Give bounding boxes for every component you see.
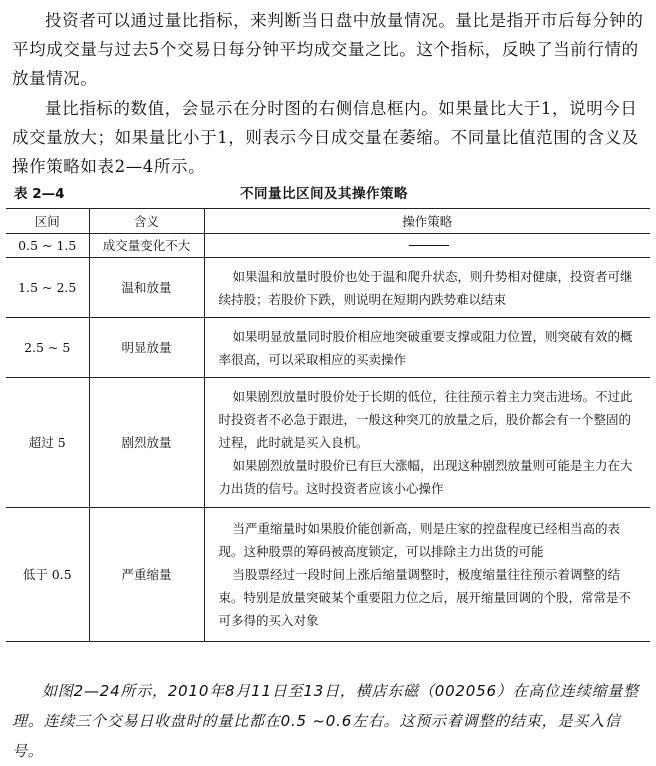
row-meaning: 严重缩量	[89, 508, 204, 642]
table-row	[6, 508, 650, 642]
row-meaning: 成交量变化不大	[89, 234, 204, 258]
table-row	[6, 234, 650, 258]
header-range: 区间	[6, 209, 89, 234]
row-meaning: 剧烈放量	[89, 378, 204, 508]
strategy-text: 如果剧烈放量时股价处于长期的低位，往往预示着主力突击进场。不过此时投资者不必急于跟进，一般这种突兀的放量之后，股价都会有一个整固的过程，此时就是买入良机。	[218, 389, 633, 450]
row-range: 2.5 ~ 5	[6, 318, 89, 378]
strategy-text: 当严重缩量时如果股价能创新高，则是庄家的控盘程度已经相当高的表现。这种股票的筹码被高度锁定，可以排除主力出货的可能	[218, 521, 621, 559]
row-meaning: 温和放量	[89, 258, 204, 318]
row-meaning: 明显放量	[89, 318, 204, 378]
row-strategy	[204, 378, 650, 508]
header-meaning: 含义	[89, 209, 204, 234]
row-strategy	[204, 258, 650, 318]
row-strategy	[204, 508, 650, 642]
row-range: 0.5 ~ 1.5	[6, 234, 89, 258]
intro-paragraph-1: 投资者可以通过量比指标，来判断当日盘中放量情况。量比是指开市后每分钟的平均成交量与过去5个交易日每分钟平均成交量之比。这个指标，反映了当前行情的放量情况。	[12, 11, 644, 88]
table-row	[6, 318, 650, 378]
table-row	[6, 378, 650, 508]
strategy-text: 如果剧烈放量时股价已有巨大涨幅，出现这种剧烈放量则可能是主力在大力出货的信号。这时投资者应该小心操作	[218, 458, 633, 496]
strategy-text: 如果明显放量同时股价相应地突破重要支撑或阻力位置，则突破有效的概率很高，可以采取相应的买卖操作	[218, 328, 633, 367]
table-header-row	[6, 209, 650, 234]
row-strategy	[204, 318, 650, 378]
strategy-text: 如果温和放量时股价也处于温和爬升状态，则升势相对健康，投资者可继续持股；若股价下跌，则说明在短期内跌势难以结束	[218, 268, 633, 307]
ratio-strategy-table	[6, 208, 650, 642]
table-label: 表 2—4	[14, 186, 65, 202]
table-row	[6, 258, 650, 318]
table-title: 不同量比区间及其操作策略	[240, 186, 408, 202]
intro-paragraph-2: 量比指标的数值，会显示在分时图的右侧信息框内。如果量比大于1，说明今日成交量放大；如果量比小于1，则表示今日成交量在萎缩。不同量比值范围的含义及操作策略如表2—4所示。	[12, 99, 639, 176]
header-strategy: 操作策略	[204, 209, 650, 234]
strategy-text: 当股票经过一段时间上涨后缩量调整时，极度缩量往往预示着调整的结束。特别是放量突破某个重要阻力位之后，展开缩量回调的个股，常常是不可多得的买入对象	[218, 567, 632, 628]
row-range: 1.5 ~ 2.5	[6, 258, 89, 318]
row-strategy-empty	[204, 234, 650, 258]
row-range: 低于 0.5	[6, 508, 89, 642]
dash-mark	[409, 245, 449, 246]
closing-paragraph: 如图2—24所示，2010年8月11日至13日，横店东磁（002056）在高位连续缩量整理。连续三个交易日收盘时的量比都在0.5 ~0.6左右。这预示着调整的结束，是买入信号。	[12, 682, 639, 760]
row-range: 超过 5	[6, 378, 89, 508]
